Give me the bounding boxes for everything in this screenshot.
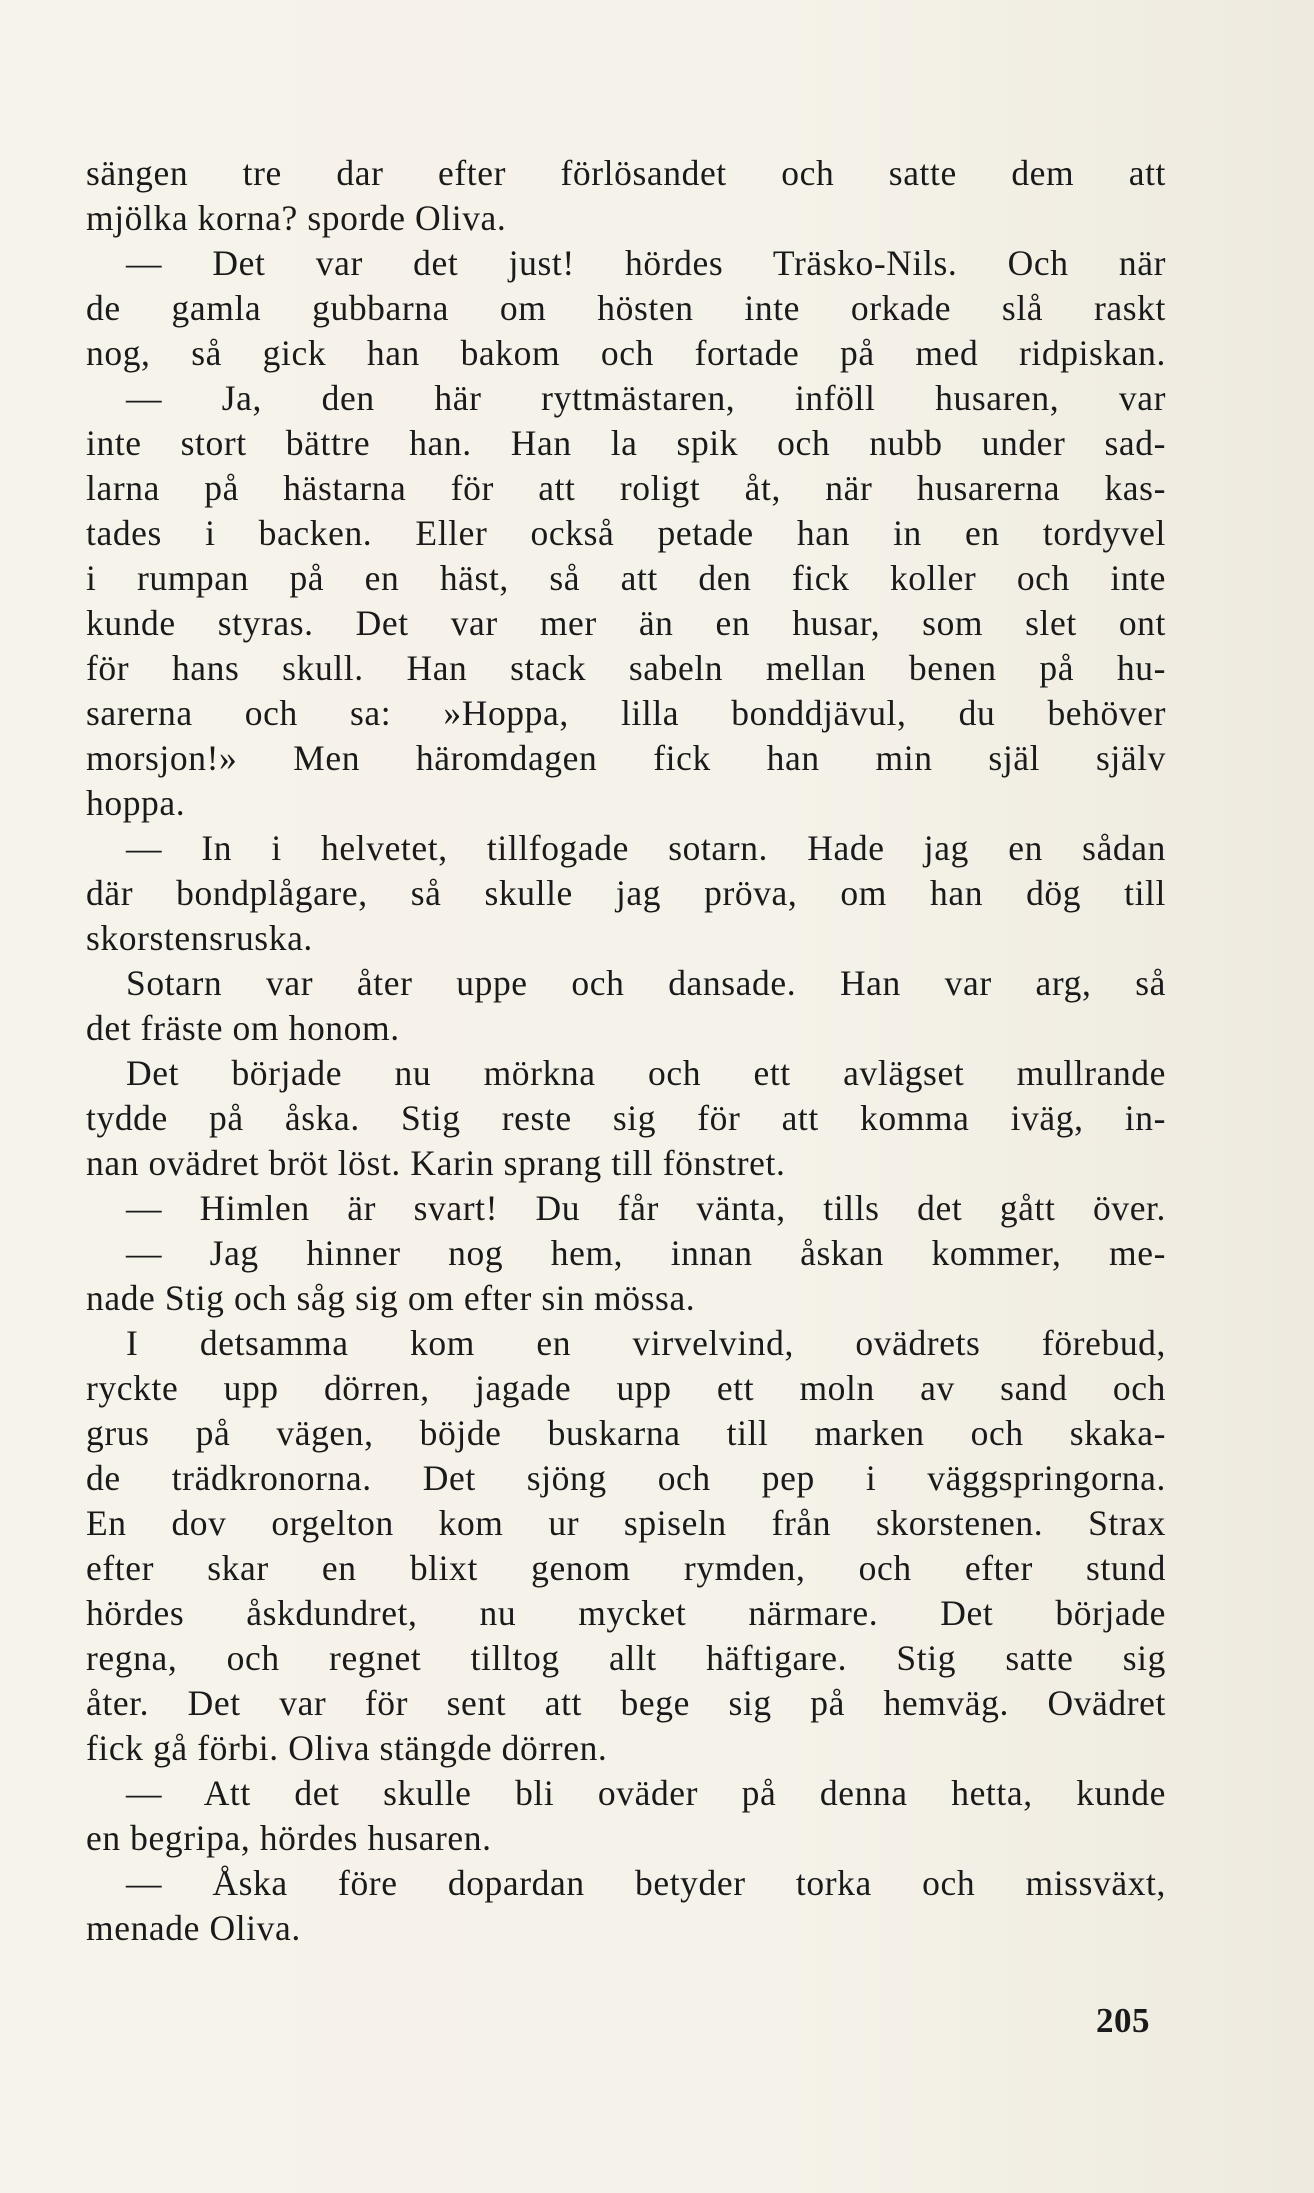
text-line: I detsamma kom en virvelvind, ovädrets förebud, xyxy=(126,1323,1166,1363)
text-line: hördes åskdundret, nu mycket närmare. Det började xyxy=(86,1593,1166,1633)
text-line: fick gå förbi. Oliva stängde dörren. xyxy=(86,1728,608,1768)
text-line: Det började nu mörkna och ett avlägset mullrande xyxy=(126,1053,1166,1093)
text-line: de trädkronorna. Det sjöng och pep i väggspringorna. xyxy=(86,1458,1166,1498)
text-line: där bondplågare, så skulle jag pröva, om han dög till xyxy=(86,873,1166,913)
text-line: nade Stig och såg sig om efter sin mössa. xyxy=(86,1278,696,1318)
text-line: grus på vägen, böjde buskarna till marken och skaka- xyxy=(86,1413,1166,1453)
text-line: det fräste om honom. xyxy=(86,1008,400,1048)
text-line: hoppa. xyxy=(86,783,186,823)
text-line: nan ovädret bröt löst. Karin sprang till fönstret. xyxy=(86,1143,786,1183)
text-line: tydde på åska. Stig reste sig för att komma iväg, in- xyxy=(86,1098,1166,1138)
text-line: inte stort bättre han. Han la spik och nubb under sad- xyxy=(86,423,1166,463)
text-line: — Ja, den här ryttmästaren, inföll husaren, var xyxy=(126,378,1166,418)
text-line: En dov orgelton kom ur spiseln från skorstenen. Strax xyxy=(86,1503,1166,1543)
text-line: larna på hästarna för att roligt åt, när husarerna kas- xyxy=(86,468,1166,508)
text-line: en begripa, hördes husaren. xyxy=(86,1818,492,1858)
text-line: menade Oliva. xyxy=(86,1908,301,1948)
text-line: kunde styras. Det var mer än en husar, som slet ont xyxy=(86,603,1166,643)
text-line: — Det var det just! hördes Träsko-Nils. Och när xyxy=(126,243,1166,283)
page-number: 205 xyxy=(1096,2001,1150,2040)
text-line: regna, och regnet tilltog allt häftigare. Stig satte sig xyxy=(86,1638,1166,1678)
text-line: — Att det skulle bli oväder på denna hetta, kunde xyxy=(126,1773,1166,1813)
text-line: för hans skull. Han stack sabeln mellan benen på hu- xyxy=(86,648,1166,688)
text-line: efter skar en blixt genom rymden, och efter stund xyxy=(86,1548,1166,1588)
text-line: i rumpan på en häst, så att den fick koller och inte xyxy=(86,558,1166,598)
text-line: Sotarn var åter uppe och dansade. Han var arg, så xyxy=(126,963,1166,1003)
text-line: — Jag hinner nog hem, innan åskan kommer, me- xyxy=(126,1233,1166,1273)
text-line: åter. Det var för sent att bege sig på hemväg. Ovädret xyxy=(86,1683,1166,1723)
text-line: — Himlen är svart! Du får vänta, tills det gått över. xyxy=(126,1188,1166,1228)
text-line: sarerna och sa: »Hoppa, lilla bonddjävul, du behöver xyxy=(86,693,1166,733)
text-line: ryckte upp dörren, jagade upp ett moln av sand och xyxy=(86,1368,1166,1408)
text-line: mjölka korna? sporde Oliva. xyxy=(86,198,507,238)
text-line: — Åska före dopardan betyder torka och missväxt, xyxy=(126,1863,1166,1903)
text-line: tades i backen. Eller också petade han in en tordyvel xyxy=(86,513,1166,553)
text-line: sängen tre dar efter förlösandet och satte dem att xyxy=(86,153,1166,193)
text-line: skorstensruska. xyxy=(86,918,313,958)
text-line: — In i helvetet, tillfogade sotarn. Hade jag en sådan xyxy=(126,828,1166,868)
text-line: de gamla gubbarna om hösten inte orkade slå raskt xyxy=(86,288,1166,328)
text-line: morsjon!» Men häromdagen fick han min själ själv xyxy=(86,738,1166,778)
text-line: nog, så gick han bakom och fortade på med ridpiskan. xyxy=(86,333,1166,373)
